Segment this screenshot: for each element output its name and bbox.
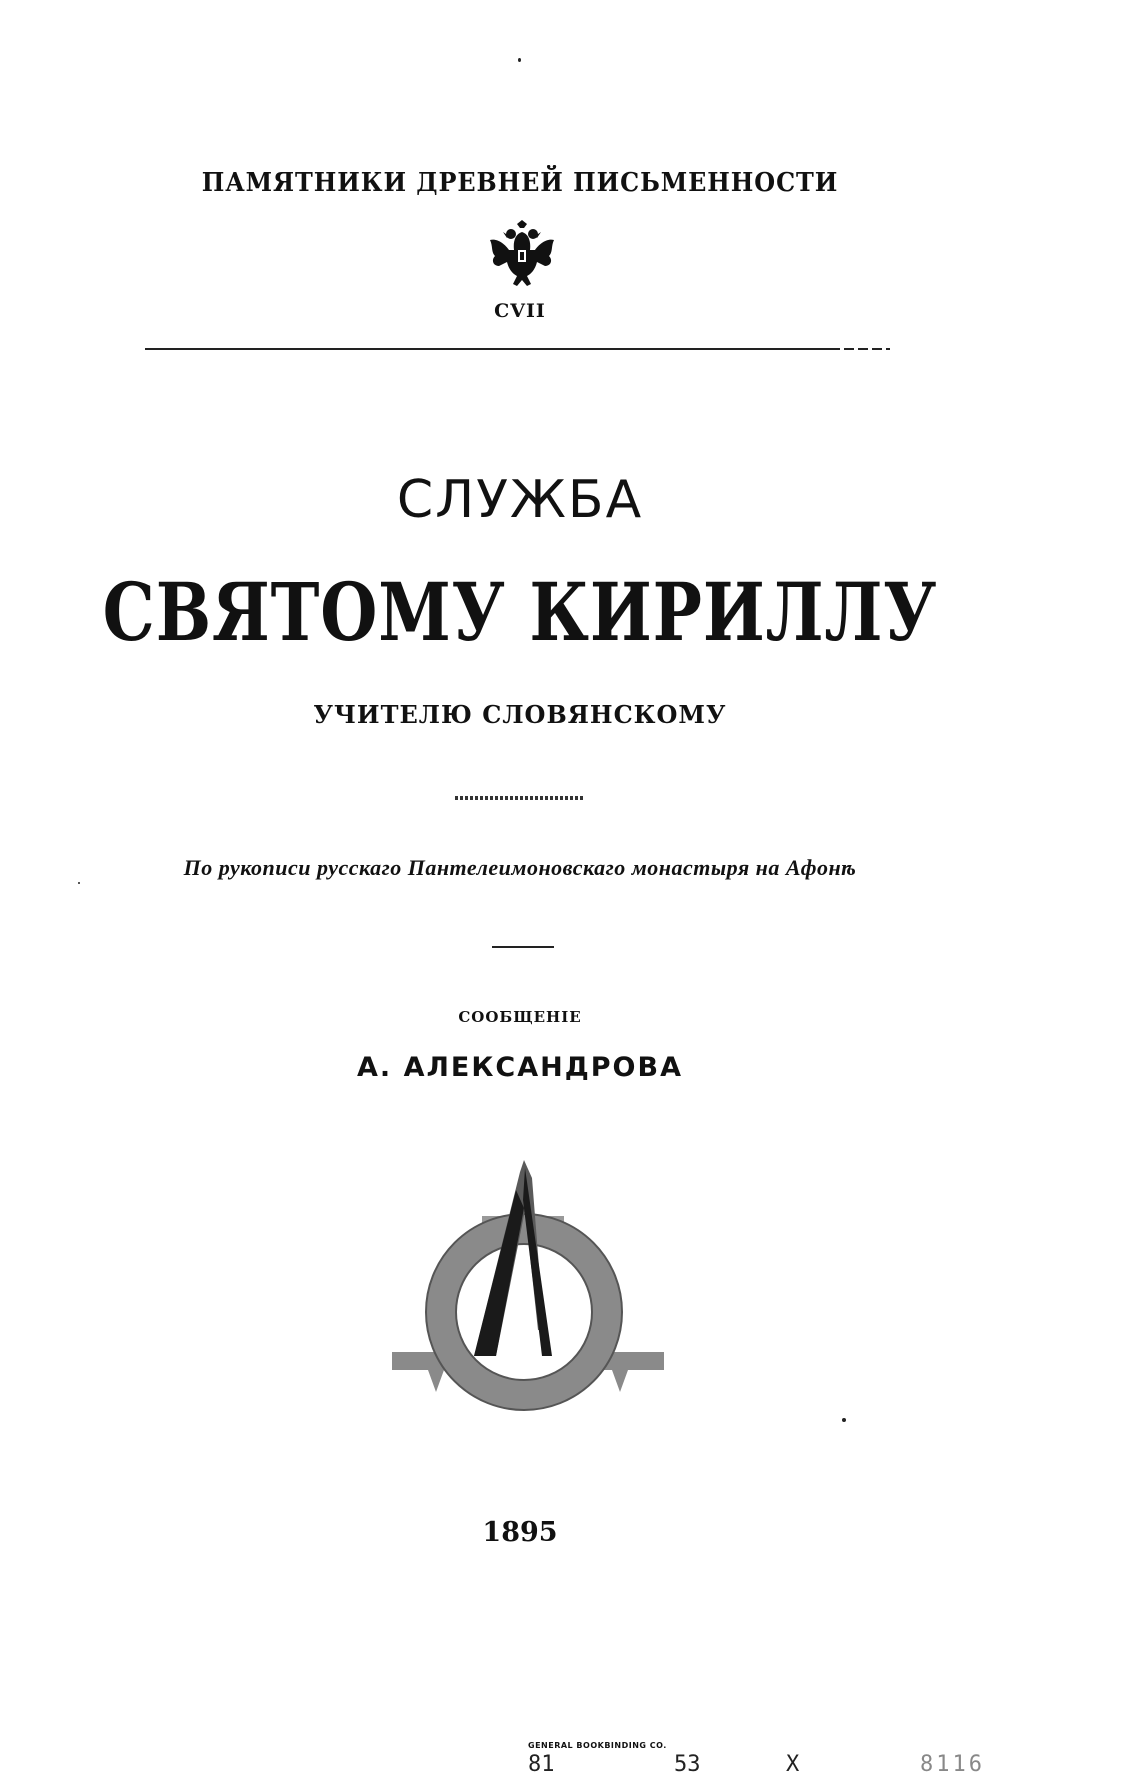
title-line-1: СЛУЖБА bbox=[396, 470, 644, 530]
lambda-compass-ring-emblem-icon bbox=[392, 1160, 664, 1430]
volume-number: CVII bbox=[494, 300, 546, 322]
paper-speck bbox=[78, 882, 80, 884]
subtitle: УЧИТЕЛЮ СЛОВЯНСКОМУ bbox=[313, 700, 727, 729]
binding-code-1: 81 bbox=[528, 1752, 555, 1777]
header-rule bbox=[145, 348, 890, 350]
source-note: По рукописи русскаго Пантелеимоновскаго монастыря на Афонѣ bbox=[183, 855, 857, 880]
communication-label: СООБЩЕНІЕ bbox=[458, 1008, 582, 1026]
header-rule-dashed-end bbox=[830, 348, 890, 350]
binding-code-3: X bbox=[786, 1752, 800, 1777]
ornamental-divider bbox=[455, 796, 585, 800]
publication-year: 1895 bbox=[482, 1517, 558, 1548]
title-line-2: СВЯТОМУ КИРИЛЛУ bbox=[102, 565, 938, 659]
paper-speck bbox=[518, 58, 521, 62]
short-divider bbox=[492, 946, 554, 948]
paper-speck bbox=[842, 1418, 846, 1422]
binding-code-4: 8116 bbox=[920, 1752, 985, 1777]
binding-code-2: 53 bbox=[674, 1752, 701, 1777]
binding-stamp-label: GENERAL BOOKBINDING CO. bbox=[528, 1741, 667, 1750]
double-headed-eagle-icon bbox=[487, 220, 557, 292]
author-name: А. АЛЕКСАНДРОВА bbox=[357, 1052, 683, 1083]
series-title: ПАМЯТНИКИ ДРЕВНЕЙ ПИСЬМЕННОСТИ bbox=[201, 168, 839, 198]
